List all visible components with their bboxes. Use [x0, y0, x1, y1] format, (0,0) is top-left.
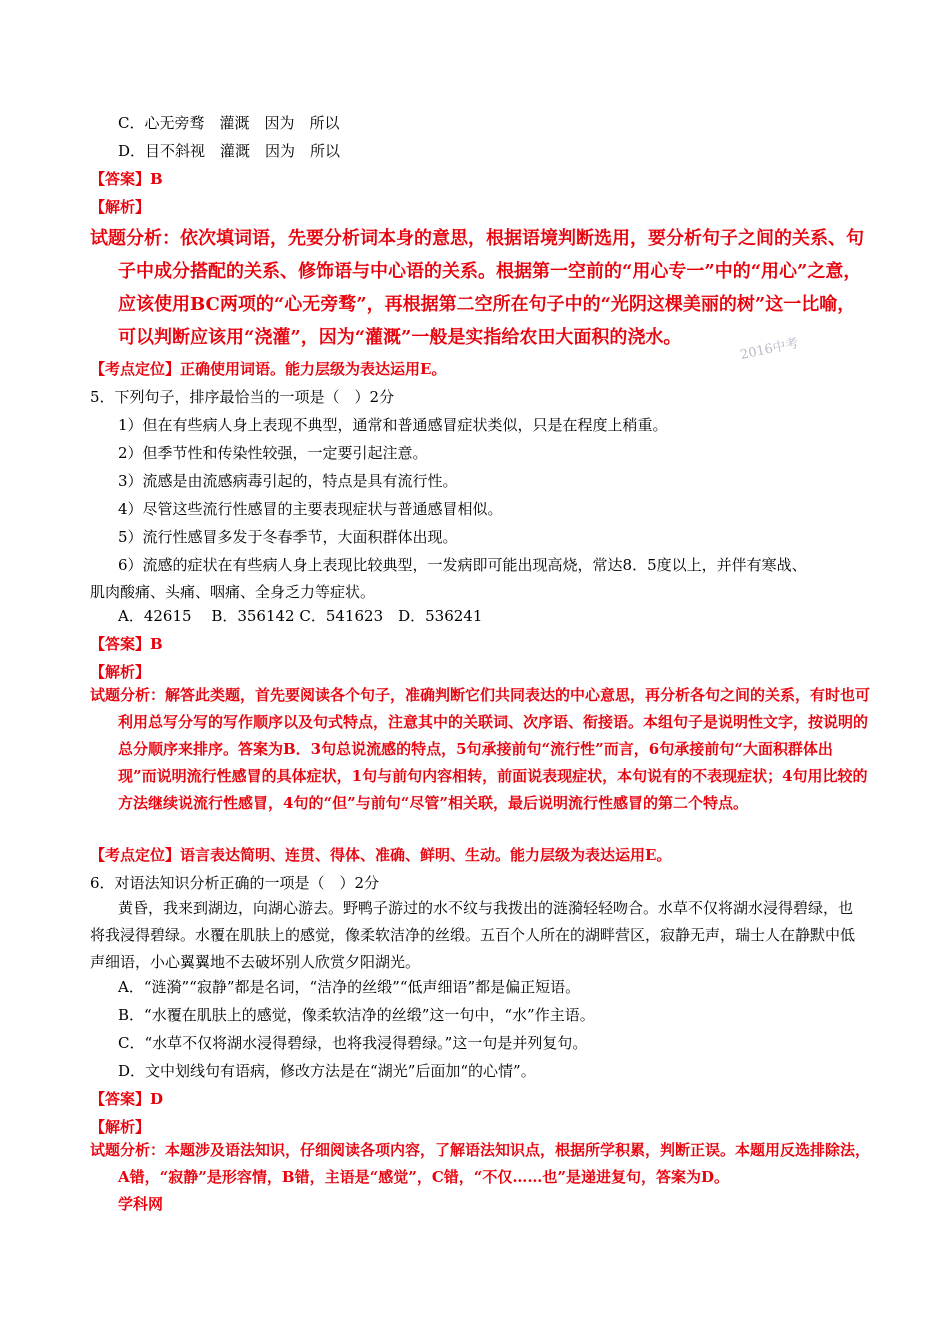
q5-sentence: 6）流感的症状在有些病人身上表现比较典型，一发病即可能出现高烧，常达8．5度以上，并伴有寒战、	[118, 556, 807, 574]
q6-option-b: B．“水覆在肌肤上的感觉，像柔软洁净的丝缎”这一句中，“水”作主语。	[118, 1006, 595, 1024]
q5-analysis	[90, 682, 870, 817]
q6-question: 6．对语法知识分析正确的一项是（ ）2分	[90, 874, 380, 892]
q6-analysis	[90, 1137, 870, 1218]
q6-answer: 【答案】D	[90, 1090, 164, 1108]
q5-analysis-heading: 【解析】	[90, 663, 151, 681]
q5-sentence: 2）但季节性和传染性较强，一定要引起注意。	[118, 444, 428, 462]
q6-passage: 黄昏，我来到湖边，向湖心游去。野鸭子游过的水不纹与我拨出的涟漪轻轻吻合。水草不仅将湖水浸得碧绿，也将我浸得碧绿。水覆在肌肤上的感觉，像柔软洁净的丝缎。五百个人所在的湖畔营区，寂静无声，瑞士人在静默中低声细语，小心翼翼地不去破坏别人欣赏夕阳湖光。	[90, 899, 856, 971]
q4-analysis-heading: 【解析】	[90, 198, 151, 216]
q4-analysis-text: 试题分析：依次填词语，先要分析词本身的意思，根据语境判断选用，要分析句子之间的关系、句子中成分搭配的关系、修饰语与中心语的关系。根据第一空前的“用心专一”中的“用心”之意，应该使用BC两项的“心无旁骛”，再根据第二空所在句子中的“光阴这棵美丽的树”这一比喻，可以判断应该用“浇灌”，因为“灌溉”一般是实指给农田大面积的浇水。	[90, 228, 864, 348]
q4-option-d: D．目不斜视 灌溉 因为 所以	[118, 142, 341, 160]
q4-option-c: C．心无旁骛 灌溉 因为 所以	[118, 114, 340, 132]
q4-analysis	[90, 222, 865, 354]
q5-question: 5．下列句子，排序最恰当的一项是（ ）2分	[90, 388, 395, 406]
q5-sentence: 肌肉酸痛、头痛、咽痛、全身乏力等症状。	[90, 583, 376, 601]
q5-analysis-text: 试题分析：解答此类题，首先要阅读各个句子，准确判断它们共同表达的中心意思，再分析各句之间的关系，有时也可利用总写分写的写作顺序以及句式特点，注意其中的关联词、次序语、衔接语。本组句子是说明性文字，按说明的总分顺序来排序。答案为B．3句总说流感的特点，5句承接前句“流行性”而言，6句承接前句“大面积群体出现”而说明流行性感冒的具体症状，1句与前句内容相转，前面说表现症状，本句说有的不表现症状；4句用比较的方法继续说流行性感冒，4句的“但”与前句“尽管”相关联，最后说明流行性感冒的第二个特点。	[90, 686, 871, 812]
q5-sentence: 5）流行性感冒多发于冬春季节，大面积群体出现。	[118, 528, 458, 546]
q4-answer: 【答案】B	[90, 170, 163, 188]
q6-analysis-text: 试题分析：本题涉及语法知识，仔细阅读各项内容，了解语法知识点，根据所学积累，判断正误。本题用反选排除法，A错，“寂静”是形容情，B错，主语是“感觉”，C错，“不仅……也”是递进复句，答案为D。	[90, 1141, 871, 1186]
q5-kaodian: 【考点定位】语言表达简明、连贯、得体、准确、鲜明、生动。能力层级为表达运用E。	[90, 846, 672, 864]
q5-answer: 【答案】B	[90, 635, 163, 653]
q6-trailing: 学科网	[118, 1195, 164, 1213]
q5-sentence: 4）尽管这些流行性感冒的主要表现症状与普通感冒相似。	[118, 500, 503, 518]
q6-option-a: A．“涟漪”“寂静”都是名词，“洁净的丝缎”“低声细语”都是偏正短语。	[118, 978, 581, 996]
q5-options: A．42615 B．356142 C．541623 D．536241	[118, 607, 483, 625]
q5-sentence: 1）但在有些病人身上表现不典型，通常和普通感冒症状类似，只是在程度上稍重。	[118, 416, 668, 434]
watermark: 2016中考	[738, 336, 800, 363]
q4-kaodian: 【考点定位】正确使用词语。能力层级为表达运用E。	[90, 360, 447, 378]
q6-option-d: D．文中划线句有语病，修改方法是在“湖光”后面加“的心情”。	[118, 1062, 536, 1080]
q6-option-c: C．“水草不仅将湖水浸得碧绿，也将我浸得碧绿。”这一句是并列复句。	[118, 1034, 588, 1052]
q6-analysis-heading: 【解析】	[90, 1118, 151, 1136]
q5-sentence: 3）流感是由流感病毒引起的，特点是具有流行性。	[118, 472, 458, 490]
